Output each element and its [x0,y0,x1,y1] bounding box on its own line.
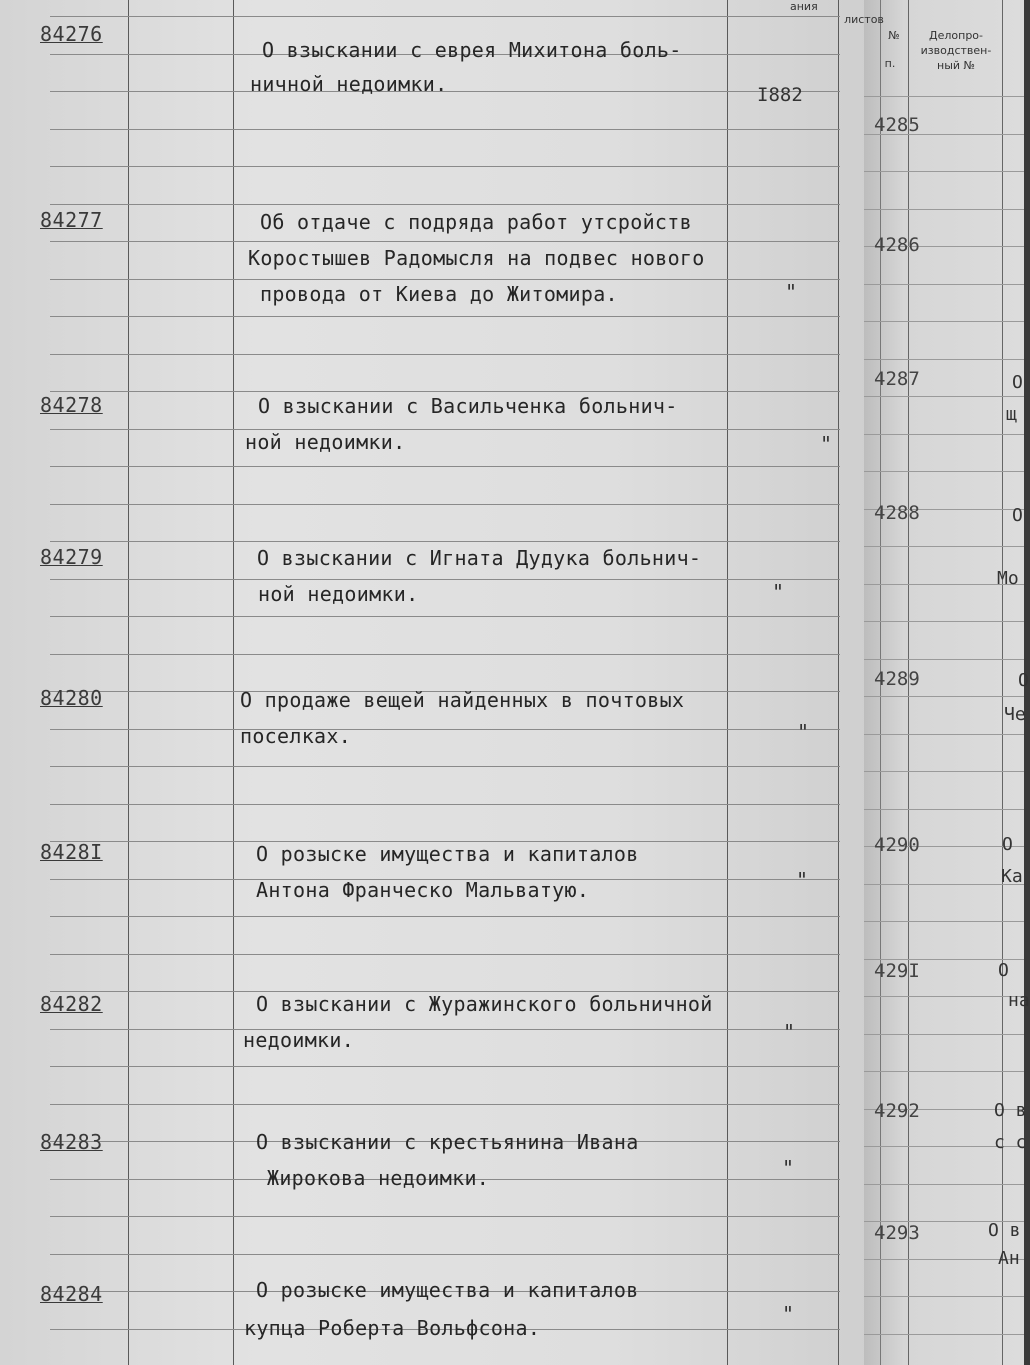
ruled-line [50,1066,840,1067]
ruled-line [864,209,1024,210]
entry-number: 84283 [40,1130,103,1154]
ditto-mark: " [783,1020,796,1044]
ruled-line [864,434,1024,435]
entry-number: 84279 [40,545,103,569]
entry-title-line: ной недоимки. [245,430,406,454]
ruled-line [864,359,1024,360]
ruled-line [50,241,840,242]
cut-text: Ан [998,1248,1020,1269]
entry-title-line: Коростышев Радомысля на подвес нового [248,246,705,270]
ditto-mark: " [772,580,785,604]
cut-text: О [1012,372,1023,393]
ruled-line [50,579,840,580]
entry-number: 84276 [40,22,103,46]
case-number: 4286 [874,234,920,256]
entry-title-line: купца Роберта Вольфсона. [244,1316,541,1340]
ruled-line [50,466,840,467]
cut-text: с с [994,1132,1027,1153]
ruled-line [864,1334,1024,1335]
cut-text: на [1008,990,1030,1011]
ruled-line [864,96,1024,97]
ruled-line [864,921,1024,922]
case-number: 4288 [874,502,920,524]
case-number: 4292 [874,1100,920,1122]
sheets-header: листов [844,13,884,26]
entry-number: 84277 [40,208,103,232]
case-number-header: Делопро- изводствен- ный № [920,29,992,72]
ruled-line [864,696,1024,697]
ruled-line [50,616,840,617]
ruled-line [50,279,840,280]
entry-title-line: ничной недоимки. [250,72,448,96]
ruled-line [50,354,840,355]
ruled-line [864,734,1024,735]
ruled-line [50,204,840,205]
ruled-line [864,621,1024,622]
cut-text: О [998,960,1009,981]
entry-title-line: О розыске имущества и капиталов [256,1278,639,1302]
ruled-line [50,654,840,655]
ditto-mark: " [820,432,833,456]
ruled-line [50,541,840,542]
ruled-line [50,1216,840,1217]
ruled-line [864,321,1024,322]
cut-text: О в [988,1220,1021,1241]
case-number: 4289 [874,668,920,690]
ruled-line [50,1104,840,1105]
entry-title-line: ной недоимки. [258,582,419,606]
entry-title-line: О взыскании с Васильченка больнич- [258,394,678,418]
cut-text: Мо [997,568,1019,589]
case-number: 4287 [874,368,920,390]
ruled-line [50,316,840,317]
ditto-mark: " [785,280,798,304]
cut-text: О [1002,834,1013,855]
entry-number: 84282 [40,992,103,1016]
ruled-line [50,916,840,917]
ruled-line [864,1071,1024,1072]
column-header-cut: ания [790,0,818,13]
entry-title-line: О продаже вещей найденных в почтовых [240,688,685,712]
case-number: 4285 [874,114,920,136]
ruled-line [864,884,1024,885]
entry-title-line: Об отдаче с подряда работ утсройств [260,210,692,234]
ruled-line [50,16,840,17]
entry-number: 84280 [40,686,103,710]
entry-number: 84284 [40,1282,103,1306]
entry-title-line: недоимки. [243,1028,355,1052]
ruled-line [50,766,840,767]
ruled-line [864,171,1024,172]
cut-text: О [1018,670,1029,691]
ruled-line [50,729,840,730]
entry-title-line: Антона Франческо Мальватую. [256,878,590,902]
ruled-line [864,1296,1024,1297]
ruled-line [864,771,1024,772]
ditto-mark: " [797,720,810,744]
entry-number: 8428I [40,840,103,864]
entry-title-line: О взыскании с Игната Дудука больнич- [257,546,702,570]
ruled-line [864,471,1024,472]
ditto-mark: " [782,1302,795,1326]
pp-header: п. [884,57,896,70]
ruled-line [864,659,1024,660]
case-number: 429I [874,960,920,982]
ruled-line [864,284,1024,285]
entry-title-line: О розыске имущества и капиталов [256,842,639,866]
ditto-mark: " [796,868,809,892]
cut-text: О [1012,505,1023,526]
entry-title-line: О взыскании с крестьянина Ивана [256,1130,639,1154]
cut-text: щ [1006,404,1017,425]
number-header: № [888,29,900,42]
ruled-line [50,1254,840,1255]
column-rule [1002,0,1003,1365]
entry-title-line: О взыскании с еврея Михитона боль- [262,38,682,62]
cut-text: О в [994,1100,1027,1121]
ruled-line [864,546,1024,547]
ruled-line [50,391,840,392]
ruled-line [864,996,1024,997]
right-ledger-page [844,0,1030,1365]
ruled-line [864,809,1024,810]
ruled-line [864,396,1024,397]
cut-text: Ка [1001,866,1023,887]
ruled-line [50,804,840,805]
ruled-line [50,429,840,430]
ruled-line [50,954,840,955]
ruled-line [864,1184,1024,1185]
ruled-line [50,504,840,505]
ruled-line [50,129,840,130]
entry-title-line: поселках. [240,724,352,748]
ruled-line [50,166,840,167]
case-number: 4293 [874,1222,920,1244]
entry-title-line: Жирокова недоимки. [267,1166,490,1190]
ditto-mark: " [782,1156,795,1180]
entry-number: 84278 [40,393,103,417]
entry-title-line: О взыскании с Журажинского больничной [256,992,713,1016]
case-number: 4290 [874,834,920,856]
ruled-line [864,1034,1024,1035]
ruled-line [50,1029,840,1030]
entry-year: I882 [757,84,803,106]
entry-title-line: провода от Киева до Житомира. [260,282,618,306]
cut-text: Че [1004,704,1026,725]
